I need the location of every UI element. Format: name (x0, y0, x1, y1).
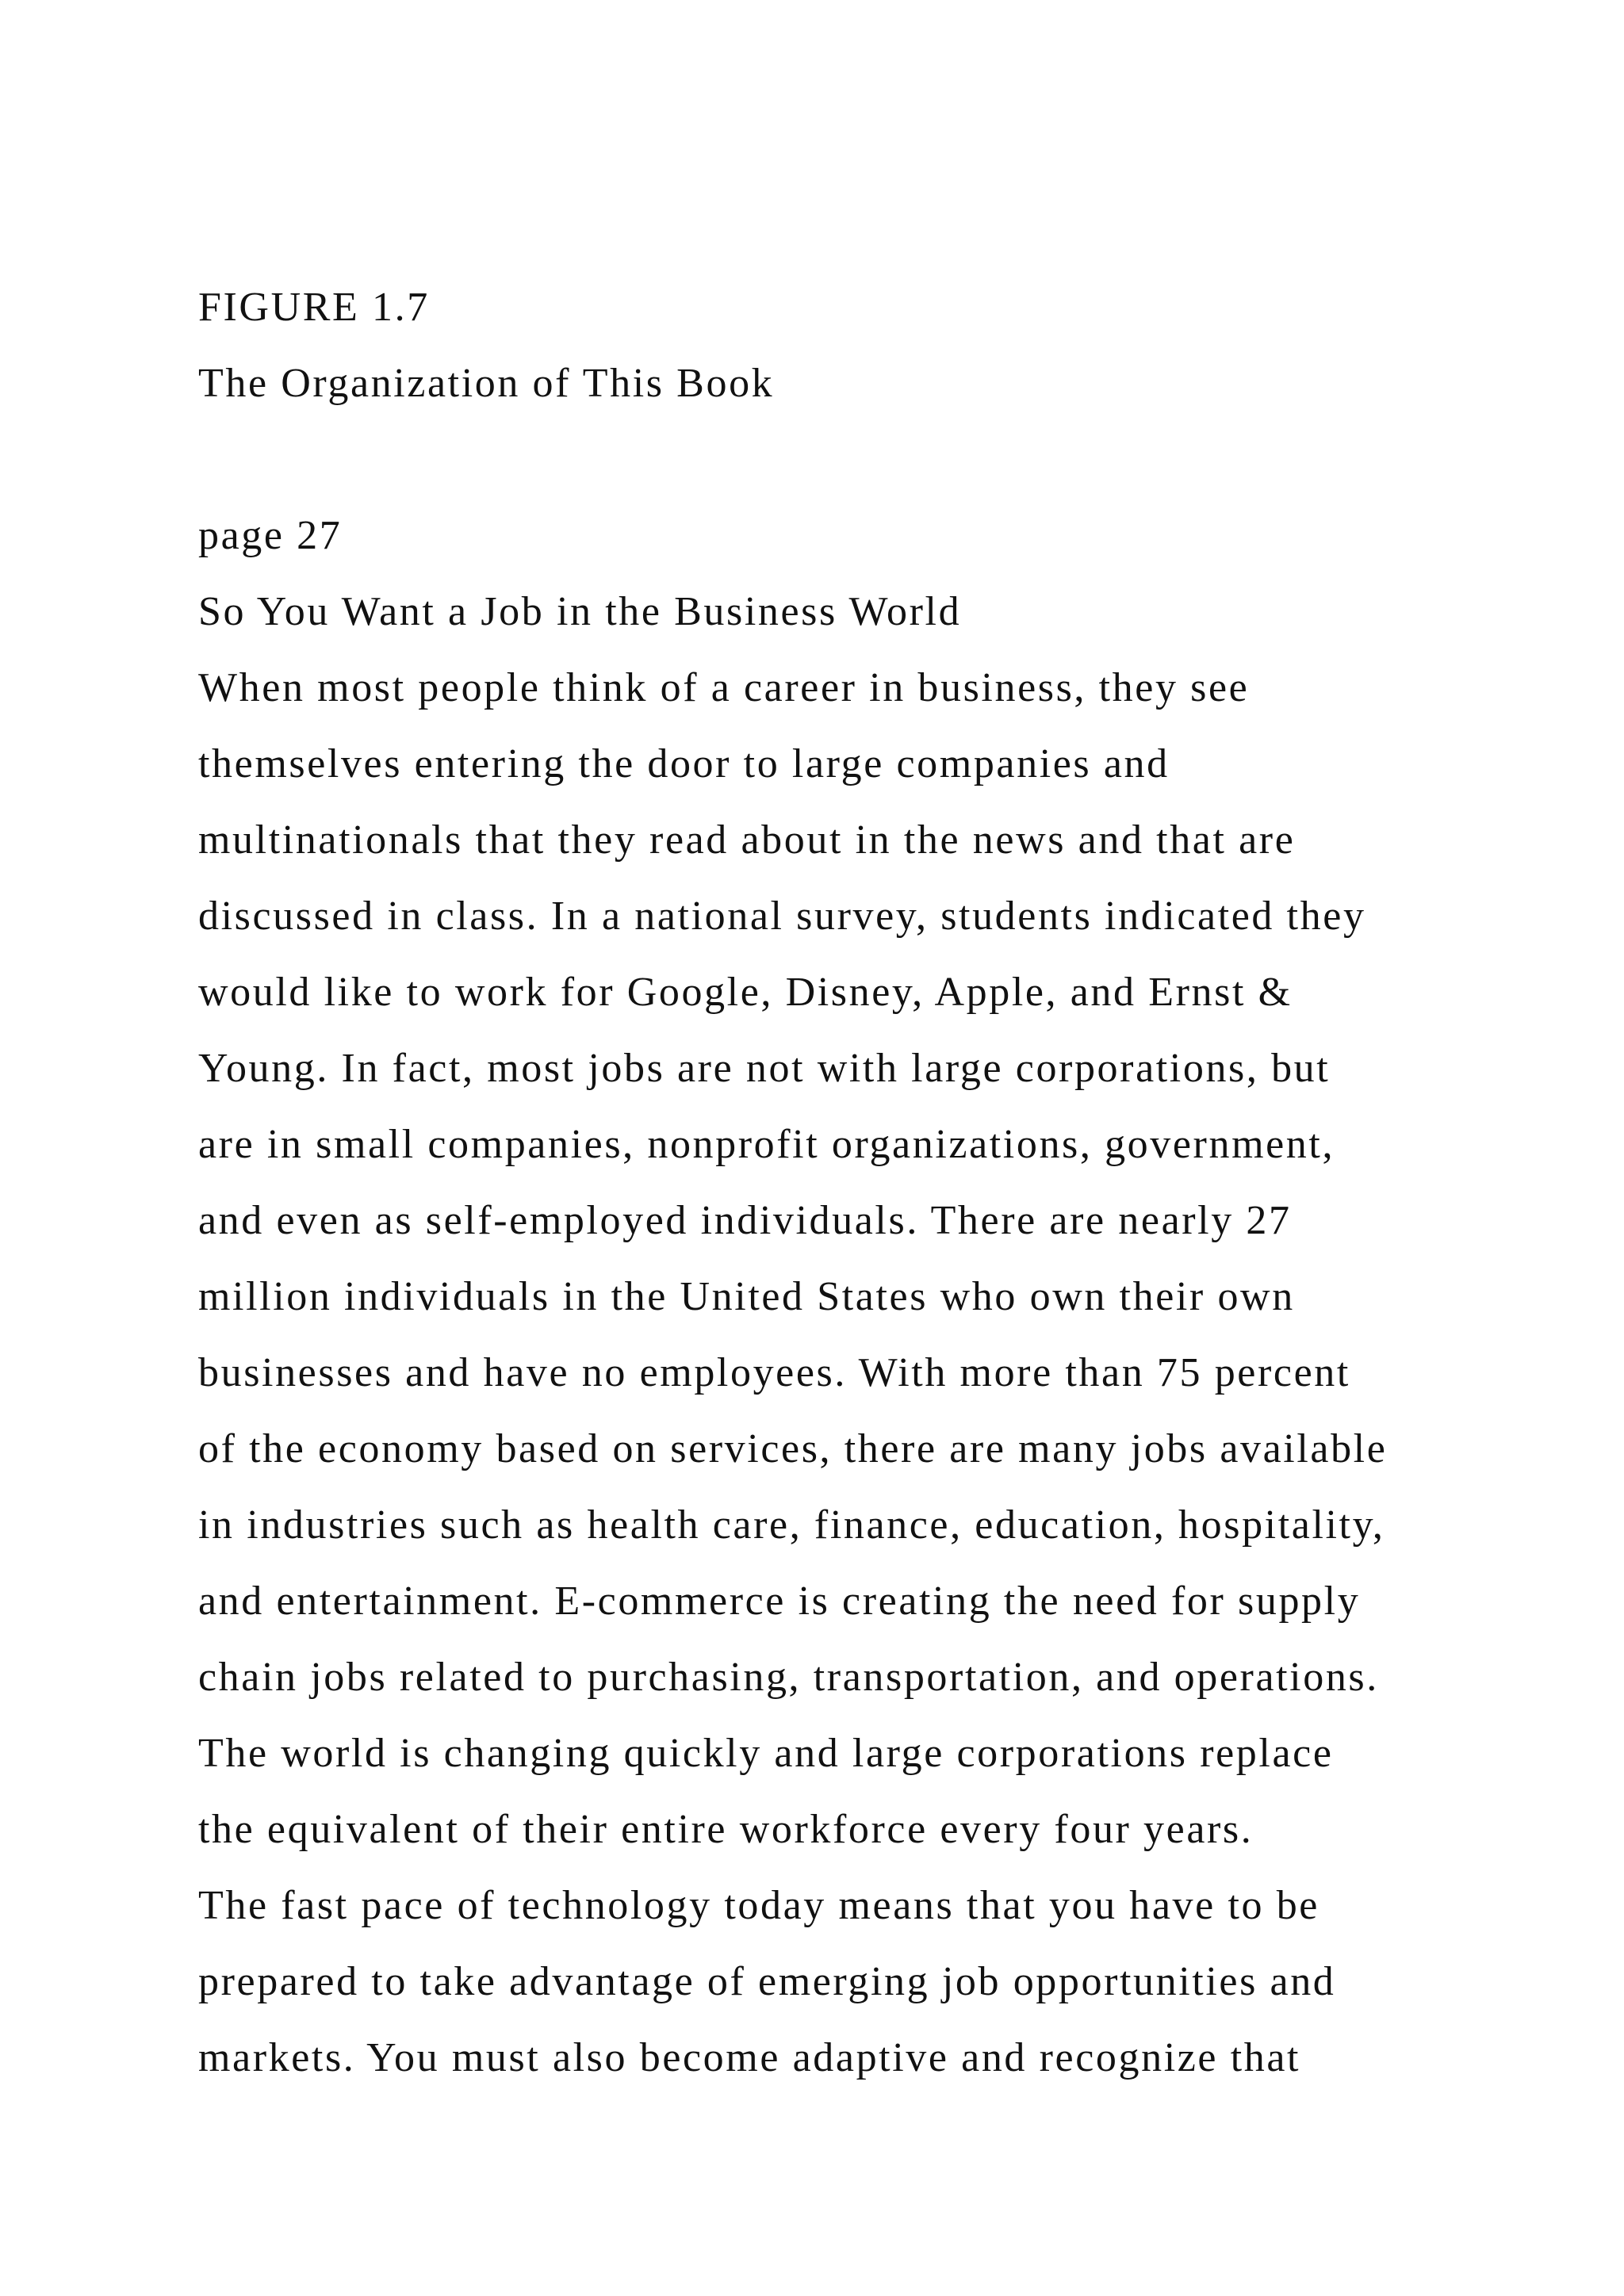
page-marker: page 27 (198, 513, 343, 558)
paragraph-line: in industries such as health care, finance, education, hospitality, (198, 1502, 1385, 1548)
paragraph-line: of the economy based on services, there are many jobs available (198, 1426, 1388, 1471)
spacer (198, 422, 1546, 498)
paragraph-line: chain jobs related to purchasing, transportation, and operations. (198, 1655, 1379, 1700)
paragraph-line: themselves entering the door to large companies and (198, 741, 1170, 786)
paragraph-line: prepared to take advantage of emerging job opportunities and (198, 1959, 1336, 2004)
paragraph-line: would like to work for Google, Disney, Apple, and Ernst & (198, 970, 1293, 1015)
paragraph-line: The fast pace of technology today means that you have to be (198, 1883, 1320, 1928)
paragraph-line: the equivalent of their entire workforce every four years. (198, 1807, 1254, 1852)
text-block (198, 270, 1546, 2096)
paragraph-line: Young. In fact, most jobs are not with large corporations, but (198, 1046, 1331, 1091)
paragraph-line: discussed in class. In a national survey, students indicated they (198, 894, 1366, 939)
section-heading: So You Want a Job in the Business World (198, 589, 962, 634)
paragraph-line: When most people think of a career in business, they see (198, 665, 1250, 710)
paragraph-line: and entertainment. E-commerce is creating the need for supply (198, 1578, 1361, 1624)
paragraph-line: businesses and have no employees. With more than 75 percent (198, 1350, 1350, 1395)
paragraph-line: are in small companies, nonprofit organizations, government, (198, 1122, 1335, 1167)
figure-number: FIGURE 1.7 (198, 285, 430, 330)
paragraph-line: million individuals in the United States who own their own (198, 1274, 1295, 1319)
figure-caption: The Organization of This Book (198, 361, 775, 406)
paragraph-line: The world is changing quickly and large corporations replace (198, 1731, 1334, 1776)
paragraph-2 (198, 1868, 1546, 2096)
paragraph-line: multinationals that they read about in the news and that are (198, 817, 1296, 863)
paragraph-line: and even as self-employed individuals. There are nearly 27 (198, 1198, 1292, 1243)
paragraph-line: markets. You must also become adaptive and recognize that (198, 2035, 1301, 2080)
paragraph-1 (198, 650, 1546, 1868)
